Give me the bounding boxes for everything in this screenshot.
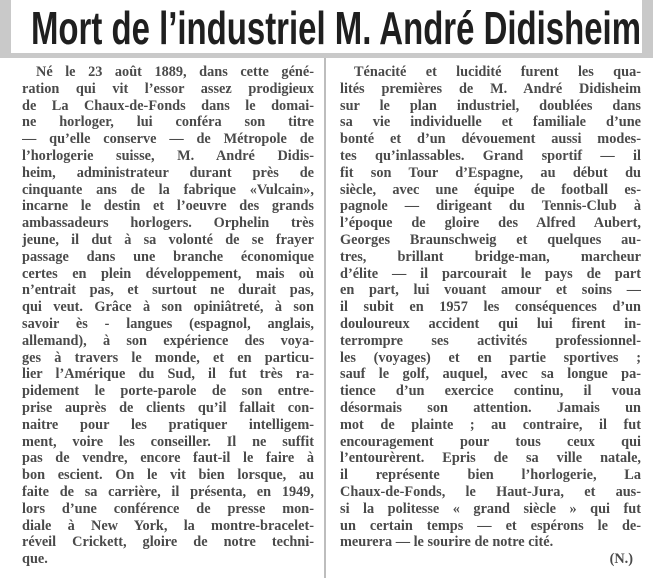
text-line: n’entrait pas, et surtout ne durait pas, bbox=[22, 282, 314, 299]
text-line: un certain temps — et espérons le de- bbox=[340, 517, 641, 534]
text-line: ration qui vit l’essor assez prodigieux bbox=[22, 80, 314, 97]
text-line: Né le 23 août 1889, dans cette géné- bbox=[36, 64, 314, 80]
text-line: lier l’Amérique du Sud, il fut très ra- bbox=[22, 366, 314, 383]
text-line: jeune, il dut à sa volonté de se frayer bbox=[22, 231, 314, 248]
text-line: ne horloger, lui conféra son titre bbox=[22, 114, 314, 131]
headline-svg bbox=[11, 0, 642, 53]
text-line: il représente bien l’horlogerie, La bbox=[340, 467, 641, 484]
text-line: passage dans une branche économique bbox=[22, 248, 314, 265]
article-column-right bbox=[340, 64, 641, 568]
text-line: Georges Braunschweig et quelques au- bbox=[340, 231, 641, 248]
text-line: bon escient. On le vit bien lorsque, au bbox=[22, 467, 314, 484]
text-line: lités premières de M. André Didisheim bbox=[340, 80, 641, 97]
text-line: tes qu’inlassables. Grand sportif — il bbox=[340, 147, 641, 164]
text-line: naitre pour les pratiquer intelligem- bbox=[22, 416, 314, 433]
text-line: certes en plein développement, mais où bbox=[22, 265, 314, 282]
text-line: ment, voire les conseiller. Il ne suffit bbox=[22, 433, 314, 450]
text-line: sauf le golf, auquel, avec sa longue pa- bbox=[340, 366, 641, 383]
text-line: terrompre ses activités professionnel- bbox=[340, 332, 641, 349]
article-column-left bbox=[22, 64, 314, 568]
text-line: Chaux-de-Fonds, le Haut-Jura, et aus- bbox=[340, 483, 641, 500]
text-line: faite de sa carrière, il présenta, en 1949, bbox=[22, 483, 314, 500]
text-line: — qu’elle conserve — de Métropole de bbox=[22, 131, 314, 148]
text-line: cinquante ans de la fabrique «Vulcain», bbox=[22, 181, 314, 198]
text-line: il subit en 1957 les conséquences d’un bbox=[340, 299, 641, 316]
column-divider bbox=[324, 58, 326, 578]
text-line: ges à travers le monde, et en particu- bbox=[22, 349, 314, 366]
text-line: ambassadeurs horlogers. Orphelin très bbox=[22, 215, 314, 232]
text-line: allemand), à son expérience des voya- bbox=[22, 332, 314, 349]
headline-box bbox=[11, 0, 642, 53]
text-line: de La Chaux-de-Fonds dans le domai- bbox=[22, 97, 314, 114]
text-line: les (voyages) et en partie sportives ; bbox=[340, 349, 641, 366]
text-line: savoir ès - langues (espagnol, anglais, bbox=[22, 315, 314, 332]
text-line: mot de plainte ; au contraire, il fut bbox=[340, 416, 641, 433]
text-line: diale à New York, la montre-bracelet- bbox=[22, 517, 314, 534]
text-line: pidement le porte-parole de son entre- bbox=[22, 383, 314, 400]
text-line: qui veut. Grâce à son opiniâtreté, à son bbox=[22, 299, 314, 316]
text-line: en part, lui vouant amour et soins — bbox=[340, 282, 641, 299]
text-line: fit son Tour d’Espagne, au début du bbox=[340, 164, 641, 181]
text-line: douloureux accident qui lui firent in- bbox=[340, 315, 641, 332]
text-line: l’époque de gloire des Alfred Aubert, bbox=[340, 215, 641, 232]
author-signature: (N.) bbox=[609, 551, 633, 568]
text-line: d’élite — il parcourait le pays de part bbox=[340, 265, 641, 282]
text-line: si la politesse « grand siècle » qui fut bbox=[340, 500, 641, 517]
text-line: meurera — le sourire de notre cité. bbox=[340, 534, 554, 551]
text-line: pagnole — dirigeant du Tennis-Club à bbox=[340, 198, 641, 215]
headline: Mort de l’industriel M. André Didisheim bbox=[31, 2, 641, 53]
text-line: pas de vendre, encore faut-il le faire à bbox=[22, 450, 314, 467]
text-line: réveil Crickett, gloire de notre techni- bbox=[22, 534, 314, 551]
text-line: encouragement pour tous ceux qui bbox=[340, 433, 641, 450]
text-line: tres, brillant bridge-man, marcheur bbox=[340, 248, 641, 265]
text-line: que. bbox=[22, 551, 48, 568]
text-line: Ténacité et lucidité furent les qua- bbox=[354, 64, 641, 80]
text-line: sa vie individuelle et familiale d’une bbox=[340, 114, 641, 131]
headline-band bbox=[0, 0, 653, 58]
text-line: bonté et d’un dévouement aussi modes- bbox=[340, 131, 641, 148]
text-line: incarne le destin et l’oeuvre des grands bbox=[22, 198, 314, 215]
text-line: heim, administrateur durant près de bbox=[22, 164, 314, 181]
text-line: l’entourèrent. Epris de sa ville natale, bbox=[340, 450, 641, 467]
text-line: lors d’une conférence de presse mon- bbox=[22, 500, 314, 517]
text-line: siècle, avec une équipe de football es- bbox=[340, 181, 641, 198]
text-line: l’horlogerie suisse, M. André Didis- bbox=[22, 147, 314, 164]
text-line: prise auprès de clients qu’il fallait con- bbox=[22, 399, 314, 416]
text-line: sur le plan industriel, doublées dans bbox=[340, 97, 641, 114]
text-line: désormais son attention. Jamais un bbox=[340, 399, 641, 416]
text-line: tience d’un exercice continu, il voua bbox=[340, 383, 641, 400]
